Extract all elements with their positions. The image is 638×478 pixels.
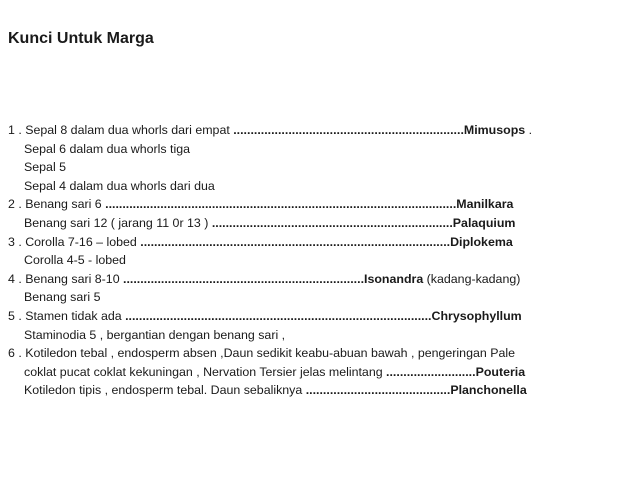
key-line: [8, 195, 632, 214]
key-line-text: Benang sari 5: [24, 290, 101, 305]
key-line-text: 2 . Benang sari 6: [8, 197, 106, 212]
key-line-text: Kotiledon tipis , endosperm tebal. Daun sebaliknya: [24, 383, 306, 398]
genus-name: Manilkara: [456, 197, 514, 212]
genus-name: Chrysophyllum: [431, 308, 522, 323]
key-line-dots: ......................................................................................................: [105, 197, 457, 212]
genus-name: Planchonella: [450, 383, 527, 398]
key-line: [8, 363, 632, 382]
key-line-dots: ...................................................................: [233, 123, 464, 137]
key-line-text: 4 . Benang sari 8-10: [8, 271, 124, 286]
identification-key: [8, 121, 632, 400]
key-line: [8, 214, 632, 233]
key-line: [8, 121, 632, 140]
key-line: [8, 251, 632, 270]
key-line-suffix: (kadang-kadang): [423, 271, 521, 286]
key-line: [8, 140, 632, 159]
key-line-dots: ..........................: [386, 364, 476, 379]
genus-name: Diplokema: [450, 234, 513, 249]
key-line-dots: .........................................................................................: [125, 308, 432, 323]
key-line-dots: ......................................................................: [211, 215, 453, 230]
key-line: [8, 233, 632, 252]
key-line: [8, 177, 632, 196]
key-line-text: 1 . Sepal 8 dalam dua whorls dari empat: [8, 123, 234, 137]
key-line: [8, 326, 632, 345]
key-line-text: 3 . Corolla 7-16 – lobed: [8, 234, 141, 249]
genus-name: Pouteria: [475, 364, 526, 379]
key-line: [8, 344, 632, 363]
genus-name: Isonandra: [364, 271, 424, 286]
key-line-text: Sepal 5: [24, 160, 67, 175]
page-title: Kunci Untuk Marga: [8, 30, 154, 47]
key-line-text: Sepal 6 dalam dua whorls tiga: [24, 141, 190, 156]
key-line-text: Corolla 4-5 - lobed: [24, 253, 126, 268]
key-line: [8, 158, 632, 177]
key-line-text: coklat pucat coklat kekuningan , Nervation Tersier jelas melintang: [24, 364, 387, 379]
key-line: [8, 288, 632, 307]
key-line-text: Sepal 4 dalam dua whorls dari dua: [24, 178, 215, 193]
key-line: [8, 381, 632, 400]
key-line-suffix: .: [525, 123, 533, 137]
key-line-text: Staminodia 5 , bergantian dengan benang sari ,: [24, 327, 286, 342]
key-line-text: 5 . Stamen tidak ada: [8, 308, 126, 323]
key-line: [8, 307, 632, 326]
key-line-text: Benang sari 12 ( jarang 11 0r 13 ): [24, 215, 212, 230]
key-line-dots: ..........................................................................................: [140, 234, 451, 249]
key-line-dots: ......................................................................: [123, 271, 365, 286]
genus-name: Palaquium: [452, 215, 516, 230]
key-line-text: 6 . Kotiledon tebal , endosperm absen ,Daun sedikit keabu-abuan bawah , pengeringan Pale: [8, 346, 515, 361]
key-line-dots: ..........................................: [305, 383, 451, 398]
key-line: [8, 270, 632, 289]
genus-name: Mimusops: [463, 123, 526, 137]
